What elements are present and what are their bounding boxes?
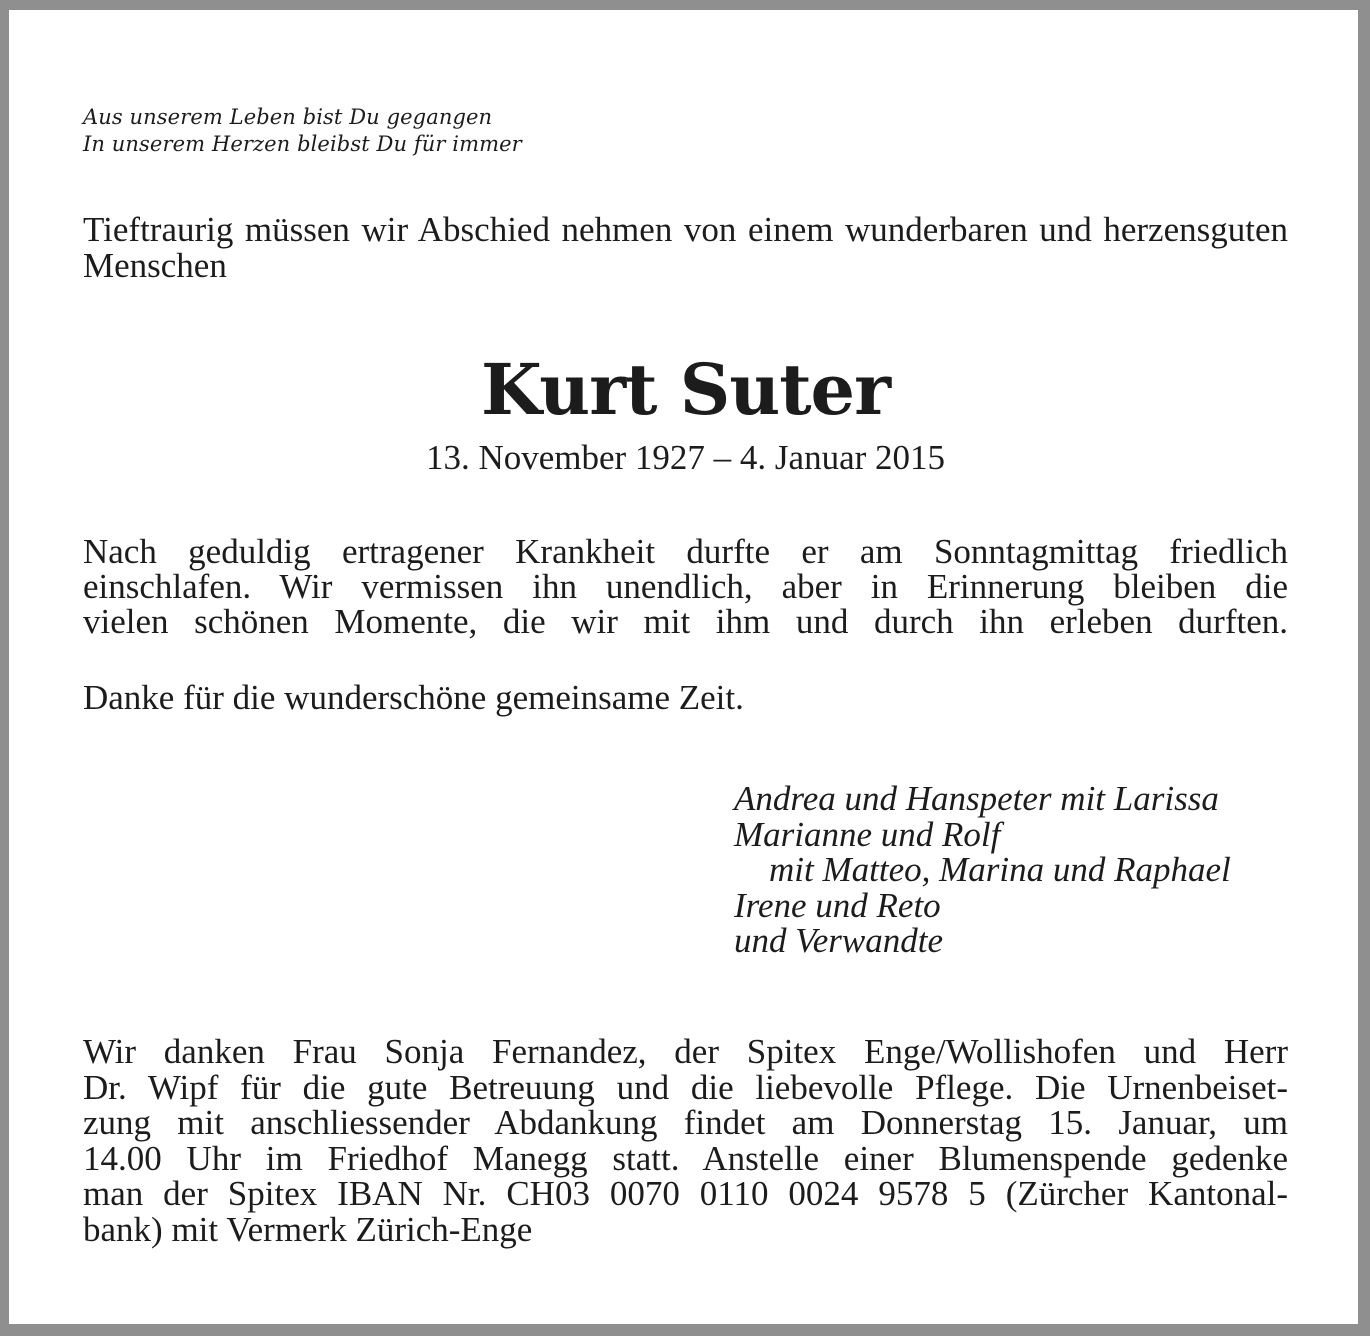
closing-line-1: Wir danken Frau Sonja Fernandez, der Spitex Enge/Wollishofen und Herr [83, 1032, 1288, 1071]
motto-line-1: Aus unserem Leben bist Du gegangen [83, 105, 493, 129]
closing-line-5: man der Spitex IBAN Nr. CH03 0070 0110 0024 9578 5 (Zürcher Kantonal- [83, 1174, 1288, 1214]
deceased-name: Kurt Suter [481, 348, 890, 431]
closing-line-2: Dr. Wipf für die gute Betreuung und die liebevolle Pflege. Die Urnenbeiset- [83, 1067, 1288, 1107]
family-line-2: Marianne und Rolf [734, 814, 1001, 854]
closing-paragraph [83, 1034, 1288, 1248]
farewell-paragraph [83, 534, 1288, 639]
family-line-4: Irene und Reto [734, 885, 941, 925]
closing-line-4: 14.00 Uhr im Friedhof Manegg statt. Anstelle einer Blumenspende gedenke [83, 1138, 1288, 1178]
intro-text: Tieftraurig müssen wir Abschied nehmen von einem wunderbaren und herzensguten Menschen [83, 210, 1288, 285]
farewell-line-2: einschlafen. Wir vermissen ihn unendlich, aber in Erinnerung bleiben die [83, 567, 1288, 606]
family-line-1: Andrea und Hanspeter mit Larissa [734, 779, 1219, 818]
thanks-line: Danke für die wunderschöne gemeinsame Zeit. [83, 678, 744, 717]
closing-line-3: zung mit anschliessender Abdankung findet am Donnerstag 15. Januar, um [83, 1103, 1288, 1143]
motto [83, 104, 522, 158]
obituary-notice [9, 10, 1358, 1324]
motto-line-2: In unserem Herzen bleibst Du für immer [83, 132, 522, 156]
closing-line-6: bank) mit Vermerk Zürich-Enge [83, 1209, 533, 1249]
farewell-line-1: Nach geduldig ertragener Krankheit durfte er am Sonntagmittag friedlich [83, 532, 1288, 571]
life-dates: 13. November 1927 – 4. Januar 2015 [425, 438, 946, 477]
family-line-5: und Verwandte [734, 921, 944, 960]
farewell-line-3: vielen schönen Momente, die wir mit ihm und durch ihn erleben durften. [83, 602, 1288, 641]
family-signatures [734, 781, 1231, 959]
family-line-3: mit Matteo, Marina und Raphael [769, 850, 1231, 889]
